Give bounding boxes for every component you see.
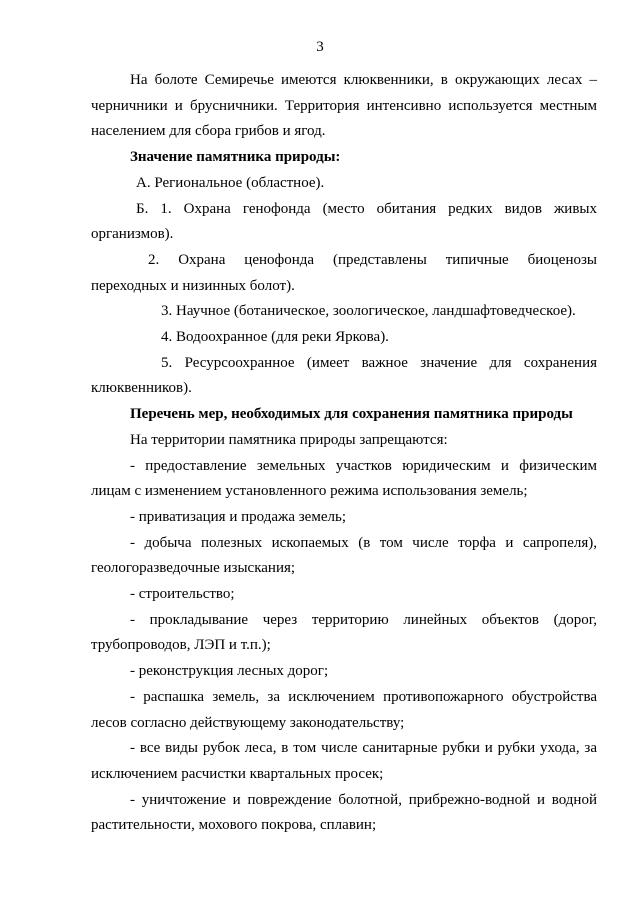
intro-paragraph: На болоте Семиречье имеются клюквенники, в окружающих лесах – черничники и брусничники. Территория интенсивно используется местным населением для сбора грибов и ягод.: [91, 72, 597, 140]
prohibition-item: - прокладывание через территорию линейных объектов (дорог, трубопроводов, ЛЭП и т.п.);: [91, 611, 597, 654]
document-body: [91, 68, 597, 839]
significance-item-b4: 4. Водоохранное (для реки Яркова).: [161, 329, 389, 346]
page-number: 3: [316, 39, 324, 55]
heading-measures: Перечень мер, необходимых для сохранения памятника природы: [130, 406, 573, 423]
significance-item-b3: 3. Научное (ботаническое, зоологическое, ландшафтоведческое).: [161, 303, 576, 320]
significance-item-b1: Б. 1. Охрана генофонда (место обитания редких видов живых организмов).: [91, 200, 597, 243]
prohibition-item: - предоставление земельных участков юридическим и физическим лицам с изменением установленного режима использования земель;: [91, 457, 597, 500]
significance-item-b2: 2. Охрана ценофонда (представлены типичные биоценозы переходных и низинных болот).: [91, 251, 597, 294]
prohibition-item: - все виды рубок леса, в том числе санитарные рубки и рубки ухода, за исключением расчистки квартальных просек;: [91, 740, 597, 782]
prohibition-item: - добыча полезных ископаемых (в том числе торфа и сапропеля), геологоразведочные изыскания;: [91, 534, 597, 577]
prohibition-item: - приватизация и продажа земель;: [130, 508, 346, 525]
prohibition-item: - реконструкция лесных дорог;: [130, 663, 329, 680]
prohibited-intro: На территории памятника природы запрещаются:: [130, 431, 448, 448]
significance-item-a: А. Региональное (областное).: [136, 174, 325, 191]
prohibition-item: - уничтожение и повреждение болотной, прибрежно-водной и водной растительности, мохового покрова, сплавин;: [91, 791, 597, 834]
prohibition-item: - распашка земель, за исключением противопожарного обустройства лесов согласно действующему законодательству;: [91, 688, 597, 731]
heading-significance: Значение памятника природы:: [130, 149, 341, 166]
prohibition-item: - строительство;: [130, 586, 235, 603]
significance-item-b5: 5. Ресурсоохранное (имеет важное значение для сохранения клюквенников).: [91, 354, 597, 397]
